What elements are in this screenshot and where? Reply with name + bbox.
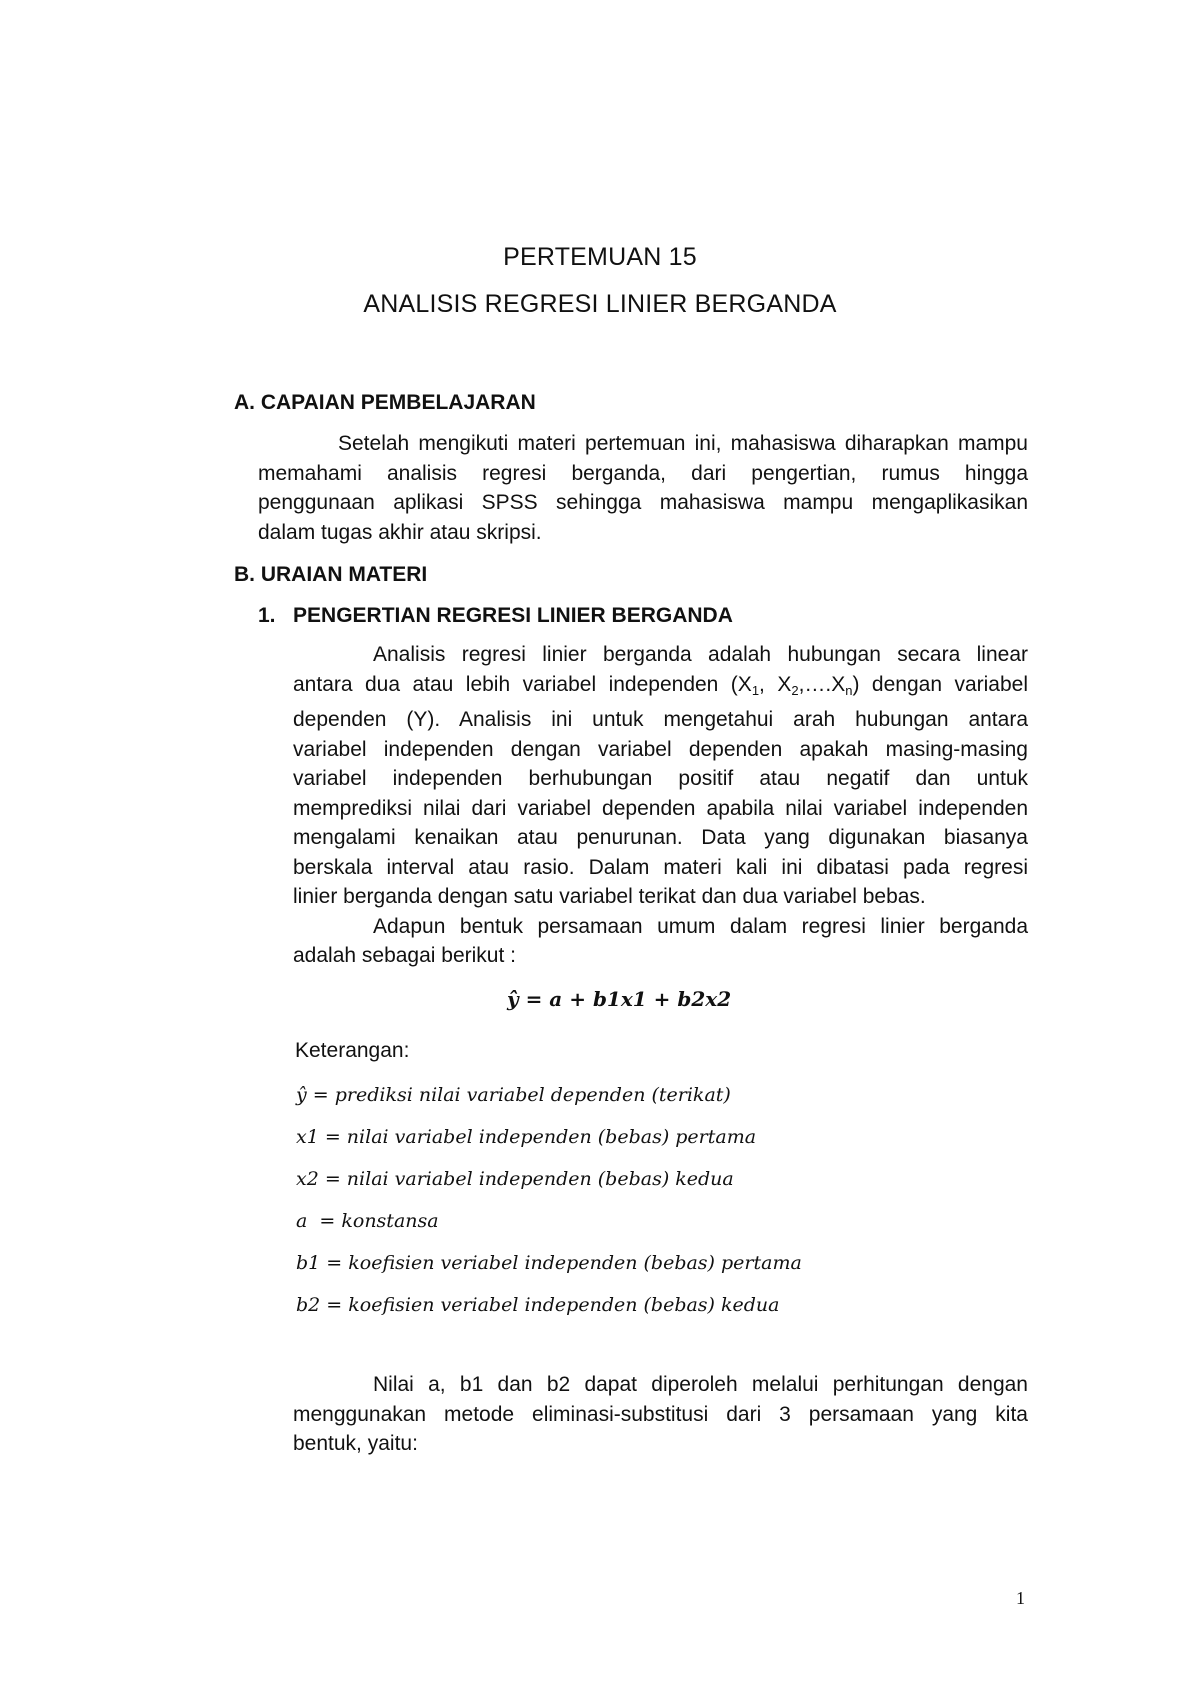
section-b-heading: B. URAIAN MATERI — [234, 563, 428, 586]
paragraph-line: variabel independen berhubungan positif atau negatif dan untuk — [293, 767, 1028, 790]
paragraph-line: linier berganda dengan satu variabel terikat dan dua variabel bebas. — [293, 885, 926, 908]
paragraph-line-with-subscripts: antara dua atau lebih variabel independen ($X_1$, $X_2,\dots.X_n$) dengan variabel — [293, 672, 1028, 698]
section-a-heading: A. CAPAIAN PEMBELAJARAN — [234, 391, 536, 414]
keterangan-label: Keterangan: — [295, 1039, 410, 1062]
definition-a: a = konstansa — [296, 1210, 439, 1232]
paragraph-line: bentuk, yaitu: — [293, 1432, 418, 1455]
page-number: 1 — [1016, 1588, 1025, 1608]
paragraph-line: variabel independen dengan variabel dependen apakah masing-masing — [293, 737, 1028, 761]
paragraph-line: menggunakan metode eliminasi-substitusi dari 3 persamaan yang kita — [293, 1402, 1028, 1426]
paragraph-line: Setelah mengikuti materi pertemuan ini, mahasiswa diharapkan mampu — [338, 432, 1028, 455]
definition-x2: x2 = nilai variabel independen (bebas) kedua — [296, 1168, 734, 1190]
meeting-title: PERTEMUAN 15 — [503, 243, 697, 271]
regression-equation: ŷ = a + b1x1 + b2x2 — [507, 987, 732, 1011]
paragraph-line: berskala interval atau rasio. Dalam materi kali ini dibatasi pada regresi — [293, 855, 1028, 879]
paragraph-line: penggunaan aplikasi SPSS sehingga mahasiswa mampu mengaplikasikan — [258, 491, 1028, 514]
definition-b1: b1 = koefisien veriabel independen (bebas) pertama — [296, 1252, 802, 1274]
definition-paragraph — [293, 640, 1028, 971]
definition-y-hat: ŷ = prediksi nilai variabel dependen (terikat) — [296, 1084, 731, 1106]
section-a-paragraph — [258, 429, 1028, 547]
paragraph-line: dalam tugas akhir atau skripsi. — [258, 520, 542, 544]
paragraph-line: adalah sebagai berikut : — [293, 944, 516, 967]
subsection-1-heading: 1. PENGERTIAN REGRESI LINIER BERGANDA — [258, 604, 733, 627]
paragraph-line: Analisis regresi linier berganda adalah hubungan secara linear — [373, 643, 1028, 666]
paragraph-line: memahami analisis regresi berganda, dari pengertian, rumus hingga — [258, 461, 1028, 485]
calculation-paragraph — [293, 1370, 1028, 1459]
paragraph-line: dependen (Y). Analisis ini untuk mengetahui arah hubungan antara — [293, 708, 1028, 731]
topic-title: ANALISIS REGRESI LINIER BERGANDA — [363, 290, 837, 318]
paragraph-line: Adapun bentuk persamaan umum dalam regresi linier berganda — [373, 914, 1028, 938]
paragraph-line: mengalami kenaikan atau penurunan. Data yang digunakan biasanya — [293, 826, 1028, 849]
paragraph-line: memprediksi nilai dari variabel dependen apabila nilai variabel independen — [293, 796, 1028, 820]
definition-b2: b2 = koefisien veriabel independen (bebas) kedua — [296, 1294, 780, 1316]
definition-x1: x1 = nilai variabel independen (bebas) pertama — [296, 1126, 757, 1148]
paragraph-line: Nilai a, b1 dan b2 dapat diperoleh melalui perhitungan dengan — [373, 1373, 1028, 1396]
